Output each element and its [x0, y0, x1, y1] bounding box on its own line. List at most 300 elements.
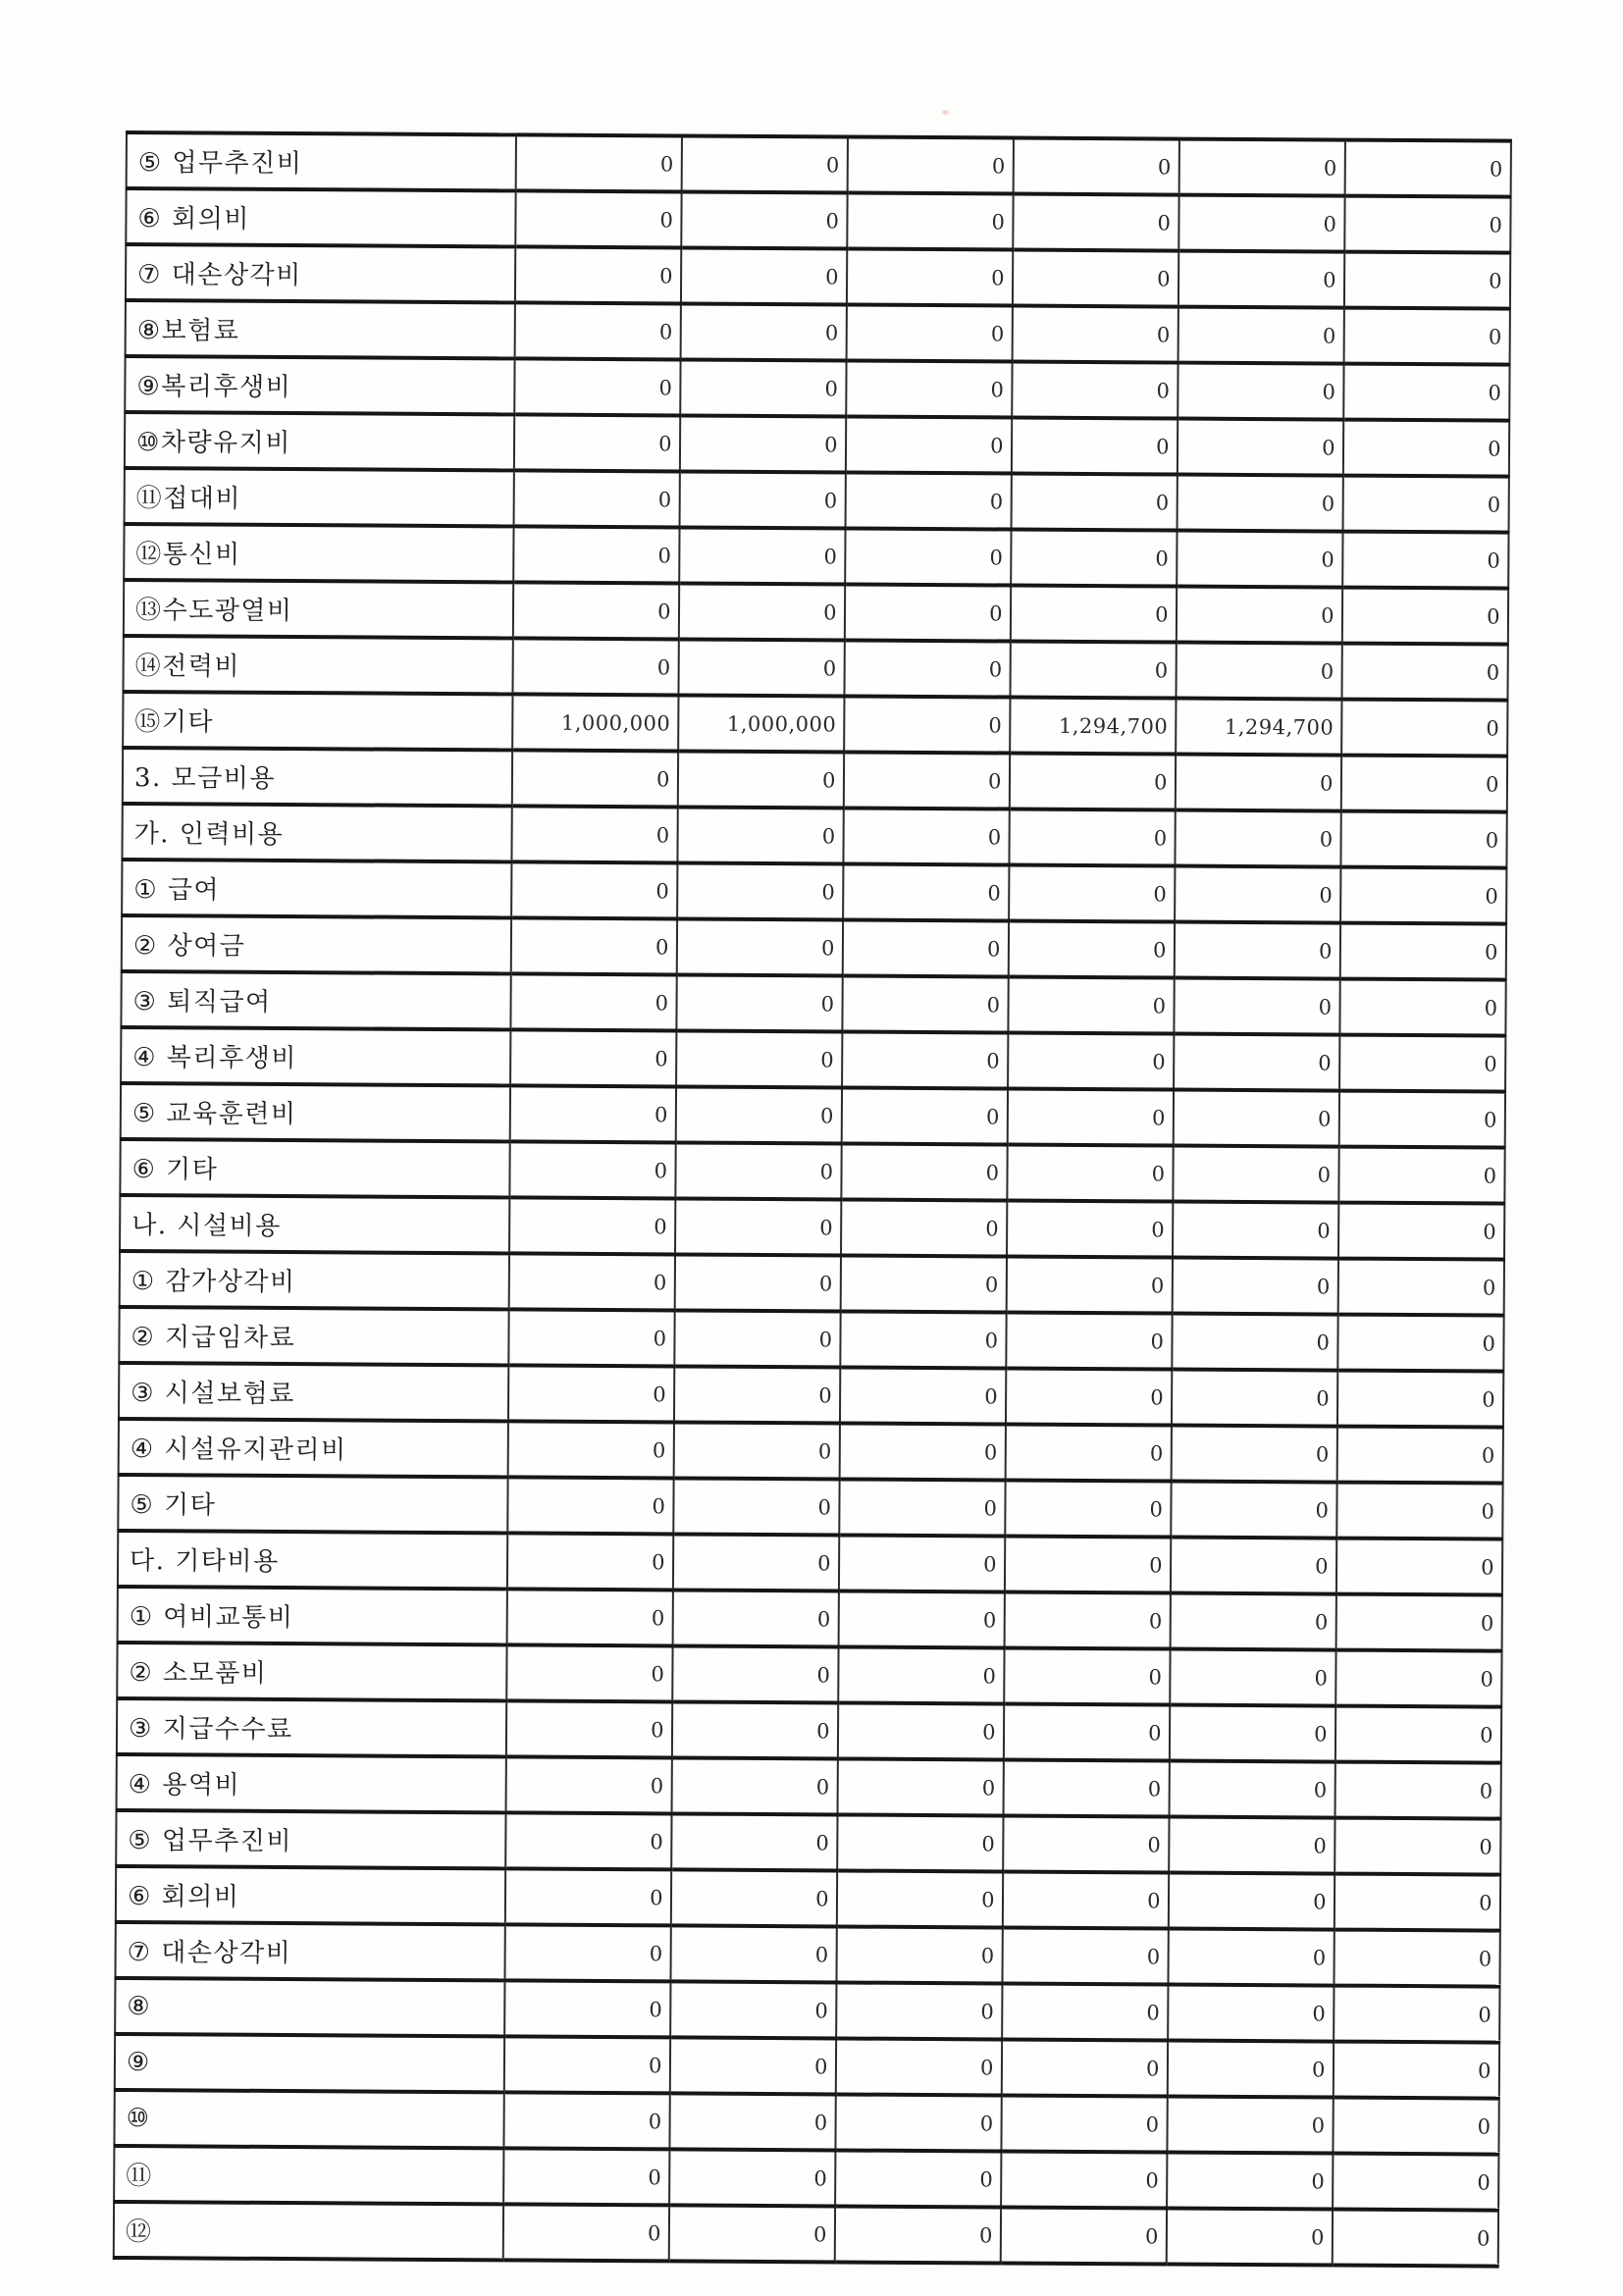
amount-cell: 0 [846, 416, 1012, 473]
amount-cell: 0 [508, 1309, 674, 1366]
amount-cell: 0 [1334, 1930, 1499, 1987]
amount-cell: 0 [838, 1702, 1004, 1759]
amount-cell: 0 [669, 2093, 835, 2150]
amount-cell: 0 [841, 1143, 1007, 1200]
table-row [127, 132, 1511, 197]
amount-cell: 0 [679, 583, 845, 640]
amount-cell: 0 [675, 1254, 841, 1311]
amount-cell: 0 [835, 2094, 1001, 2151]
row-label: ② 지급임차료 [119, 1307, 508, 1365]
row-label: ⑭전력비 [124, 636, 513, 694]
amount-cell: 0 [672, 1757, 838, 1814]
amount-cell: 1,294,700 [1176, 699, 1341, 756]
amount-cell: 0 [514, 414, 680, 471]
table-row [125, 468, 1509, 533]
amount-cell: 0 [515, 246, 681, 303]
row-label: ⑥ 회의비 [116, 1866, 505, 1924]
amount-cell: 0 [837, 1870, 1003, 1927]
amount-cell: 0 [503, 2204, 669, 2261]
amount-cell: 0 [1340, 811, 1506, 868]
amount-cell: 0 [1178, 419, 1343, 476]
amount-cell: 0 [1176, 755, 1341, 811]
table-row [122, 860, 1506, 924]
row-label: ② 상여금 [122, 915, 511, 973]
amount-cell: 0 [1344, 308, 1510, 365]
amount-cell: 0 [680, 415, 846, 472]
amount-cell: 0 [1174, 978, 1339, 1035]
amount-cell: 0 [504, 1980, 670, 2037]
amount-cell: 0 [1013, 194, 1178, 251]
amount-cell: 0 [506, 1756, 672, 1813]
amount-cell: 0 [1172, 1370, 1337, 1427]
table-row [116, 1810, 1500, 1875]
amount-cell: 0 [1169, 1817, 1335, 1874]
amount-cell: 0 [1173, 1146, 1338, 1203]
amount-cell: 0 [842, 1087, 1008, 1144]
row-label: ④ 복리후생비 [121, 1027, 510, 1085]
amount-cell: 0 [509, 1141, 675, 1198]
table-row [118, 1531, 1502, 1595]
amount-cell: 0 [1001, 2207, 1167, 2264]
row-label: 가. 인력비용 [122, 804, 511, 861]
amount-cell: 0 [511, 861, 677, 918]
amount-cell: 0 [847, 248, 1013, 305]
amount-cell: 0 [1333, 2210, 1498, 2267]
amount-cell: 0 [1006, 1425, 1172, 1482]
amount-cell: 0 [1009, 921, 1175, 978]
amount-cell: 0 [669, 2149, 835, 2206]
amount-cell: 0 [839, 1535, 1005, 1592]
row-label: ① 급여 [122, 860, 511, 917]
amount-cell: 0 [837, 1814, 1003, 1871]
table-row [124, 580, 1508, 645]
amount-cell: 0 [1002, 2039, 1168, 2096]
amount-cell: 0 [1004, 1703, 1170, 1760]
amount-cell: 0 [1171, 1593, 1336, 1650]
amount-cell: 0 [1171, 1482, 1336, 1539]
amount-cell: 0 [836, 1926, 1002, 1983]
table-row [115, 2034, 1499, 2099]
amount-cell: 0 [1341, 700, 1507, 757]
amount-cell: 0 [1335, 1706, 1501, 1763]
amount-cell: 0 [1005, 1592, 1171, 1649]
amount-cell: 0 [1175, 866, 1340, 923]
amount-cell: 0 [1012, 418, 1178, 475]
row-label: ④ 시설유지관리비 [119, 1419, 508, 1477]
row-label: ③ 지급수수료 [117, 1698, 506, 1756]
amount-cell: 0 [1344, 196, 1510, 253]
amount-cell: 0 [515, 302, 681, 359]
amount-cell: 0 [504, 1924, 670, 1981]
amount-cell: 0 [677, 862, 843, 919]
amount-cell: 0 [1336, 1483, 1502, 1539]
amount-cell: 0 [510, 1085, 676, 1142]
amount-cell: 0 [1339, 979, 1505, 1036]
amount-cell: 0 [1335, 1818, 1500, 1875]
amount-cell: 0 [680, 359, 846, 416]
amount-cell: 0 [1343, 364, 1509, 421]
amount-cell: 0 [1170, 1705, 1335, 1762]
amount-cell: 0 [678, 639, 844, 696]
row-label: ④ 용역비 [117, 1754, 506, 1812]
amount-cell: 0 [506, 1700, 672, 1757]
amount-cell: 0 [1178, 195, 1344, 252]
table-row [117, 1643, 1501, 1707]
table-row [116, 1866, 1500, 1931]
amount-cell: 0 [1335, 1762, 1501, 1819]
amount-cell: 0 [1342, 532, 1508, 589]
row-label: ⑪ [114, 2146, 503, 2204]
table-row [125, 356, 1509, 421]
amount-cell: 0 [843, 808, 1009, 864]
amount-cell: 0 [1008, 1089, 1174, 1146]
amount-cell: 0 [1004, 1647, 1170, 1704]
amount-cell: 0 [1003, 1871, 1169, 1928]
table-row [123, 748, 1507, 812]
amount-cell: 0 [1010, 754, 1176, 810]
scan-speck [942, 110, 949, 115]
amount-cell: 0 [679, 527, 845, 584]
amount-cell: 0 [1177, 587, 1342, 644]
amount-cell: 0 [676, 1086, 842, 1143]
row-label: ⑨복리후생비 [125, 356, 514, 414]
amount-cell: 0 [1337, 1427, 1503, 1484]
table-row [120, 1251, 1504, 1316]
amount-cell: 0 [1169, 1873, 1335, 1930]
amount-cell: 0 [513, 582, 679, 639]
amount-cell: 0 [836, 2038, 1002, 2095]
row-label: ⑧ [115, 1978, 504, 2036]
row-label: ⑧보험료 [126, 300, 515, 358]
row-label: ③ 시설보험료 [119, 1363, 508, 1421]
amount-cell: 0 [1009, 809, 1175, 866]
table-row [126, 244, 1510, 309]
row-label: 다. 기타비용 [118, 1531, 507, 1589]
amount-cell: 0 [836, 1982, 1002, 2039]
amount-cell: 0 [1007, 1257, 1173, 1314]
amount-cell: 0 [1336, 1539, 1502, 1595]
table-row [121, 1027, 1505, 1092]
row-label: ⑥ 기타 [120, 1139, 509, 1197]
amount-cell: 0 [1011, 530, 1177, 587]
amount-cell: 0 [1172, 1314, 1337, 1371]
amount-cell: 0 [1337, 1315, 1503, 1372]
amount-cell: 0 [508, 1365, 674, 1422]
table-row [124, 636, 1508, 701]
amount-cell: 0 [1007, 1145, 1173, 1202]
amount-cell: 0 [1005, 1481, 1171, 1538]
amount-cell: 0 [677, 807, 843, 863]
amount-cell: 0 [507, 1477, 673, 1534]
amount-cell: 0 [1008, 1033, 1174, 1090]
expense-table-body [114, 132, 1511, 2267]
row-label: ⑫통신비 [124, 524, 513, 582]
amount-cell: 0 [1174, 1090, 1339, 1147]
row-label: ⑨ [115, 2034, 504, 2092]
amount-cell: 0 [844, 752, 1010, 809]
amount-cell: 0 [510, 1029, 676, 1086]
amount-cell: 0 [1333, 2098, 1498, 2155]
amount-cell: 0 [843, 863, 1009, 920]
amount-cell: 0 [835, 2150, 1001, 2207]
amount-cell: 0 [670, 2037, 836, 2094]
row-label: 3. 모금비용 [123, 748, 512, 806]
amount-cell: 0 [1333, 2154, 1498, 2211]
amount-cell: 0 [1175, 810, 1340, 867]
table-row [123, 692, 1507, 757]
row-label: ⑤ 교육훈련비 [121, 1083, 510, 1141]
row-label: ⑬수도광열비 [124, 580, 513, 638]
expense-table [113, 130, 1512, 2269]
amount-cell: 0 [846, 472, 1012, 529]
table-row [126, 188, 1510, 253]
amount-cell: 0 [516, 134, 682, 191]
amount-cell: 0 [1014, 138, 1179, 195]
table-row [118, 1587, 1502, 1651]
amount-cell: 0 [1341, 756, 1507, 812]
amount-cell: 0 [1335, 1650, 1501, 1707]
amount-cell: 0 [1167, 2153, 1333, 2210]
amount-cell: 0 [1335, 1874, 1500, 1931]
table-row [121, 971, 1505, 1036]
amount-cell: 0 [1343, 476, 1509, 533]
amount-cell: 0 [505, 1868, 671, 1925]
amount-cell: 0 [1339, 1091, 1505, 1148]
amount-cell: 0 [506, 1644, 672, 1701]
amount-cell: 0 [677, 918, 843, 975]
amount-cell: 0 [1340, 867, 1506, 924]
amount-cell: 0 [1013, 250, 1178, 307]
amount-cell: 1,294,700 [1010, 698, 1176, 755]
amount-cell: 0 [839, 1479, 1005, 1536]
amount-cell: 0 [671, 1813, 837, 1870]
amount-cell: 0 [669, 2205, 835, 2262]
amount-cell: 0 [1003, 1815, 1169, 1872]
table-row [114, 2090, 1498, 2155]
table-row [119, 1363, 1503, 1428]
row-label: ① 감가상각비 [120, 1251, 509, 1309]
table-row [114, 2146, 1498, 2211]
row-label: ⑩ [114, 2090, 503, 2148]
table-row [119, 1307, 1503, 1372]
table-row [114, 2202, 1498, 2267]
amount-cell: 0 [513, 526, 679, 583]
amount-cell: 0 [1342, 588, 1508, 645]
amount-cell: 0 [1001, 2095, 1167, 2152]
amount-cell: 0 [511, 917, 677, 974]
table-row [117, 1754, 1501, 1819]
table-row [119, 1419, 1503, 1484]
amount-cell: 0 [1005, 1537, 1171, 1593]
amount-cell: 0 [1178, 363, 1343, 420]
amount-cell: 0 [674, 1422, 840, 1479]
amount-cell: 0 [1339, 1035, 1505, 1092]
table-row [124, 524, 1508, 589]
amount-cell: 0 [670, 1981, 836, 2038]
amount-cell: 0 [844, 640, 1010, 697]
amount-cell: 0 [678, 751, 844, 808]
amount-cell: 0 [846, 360, 1012, 417]
amount-cell: 0 [676, 974, 842, 1031]
amount-cell: 1,000,000 [678, 695, 844, 752]
amount-cell: 0 [838, 1646, 1004, 1703]
amount-cell: 0 [1011, 586, 1177, 643]
amount-cell: 0 [840, 1367, 1006, 1424]
amount-cell: 0 [842, 975, 1008, 1032]
amount-cell: 0 [840, 1311, 1006, 1368]
row-label: ③ 퇴직급여 [121, 971, 510, 1029]
amount-cell: 0 [681, 303, 847, 360]
amount-cell: 0 [1338, 1147, 1504, 1204]
amount-cell: 0 [504, 2036, 670, 2093]
row-label: ⑦ 대손상각비 [115, 1922, 504, 1980]
table-row [120, 1195, 1504, 1260]
row-label: ② 소모품비 [117, 1643, 506, 1700]
row-label: ⑪접대비 [125, 468, 514, 526]
row-label: ⑦ 대손상각비 [126, 244, 515, 302]
amount-cell: 0 [1344, 252, 1510, 309]
amount-cell: 0 [1176, 643, 1341, 700]
amount-cell: 0 [845, 528, 1011, 585]
row-label: ⑤ 업무추진비 [116, 1810, 505, 1868]
table-row [115, 1978, 1499, 2043]
amount-cell: 0 [848, 136, 1014, 193]
amount-cell: 0 [1178, 307, 1344, 364]
amount-cell: 0 [1006, 1313, 1172, 1370]
table-row [121, 1083, 1505, 1148]
expense-table-grid [113, 130, 1512, 2269]
amount-cell: 0 [1334, 2042, 1499, 2099]
amount-cell: 0 [839, 1591, 1005, 1647]
amount-cell: 0 [1345, 140, 1511, 197]
amount-cell: 0 [514, 358, 680, 415]
amount-cell: 0 [1334, 1986, 1499, 2043]
amount-cell: 0 [1009, 865, 1175, 922]
amount-cell: 0 [1170, 1649, 1335, 1706]
amount-cell: 0 [1173, 1258, 1338, 1315]
table-row [117, 1698, 1501, 1763]
amount-cell: 0 [1337, 1371, 1503, 1428]
amount-cell: 0 [841, 1255, 1007, 1312]
amount-cell: 0 [1179, 139, 1345, 196]
amount-cell: 0 [1013, 306, 1178, 363]
table-row [118, 1475, 1502, 1539]
amount-cell: 0 [1171, 1538, 1336, 1594]
amount-cell: 0 [682, 135, 848, 192]
table-row [122, 804, 1506, 868]
amount-cell: 0 [512, 638, 678, 695]
amount-cell: 0 [845, 584, 1011, 641]
amount-cell: 0 [676, 1030, 842, 1087]
amount-cell: 0 [1175, 922, 1340, 979]
amount-cell: 0 [1010, 642, 1176, 699]
amount-cell: 0 [844, 696, 1010, 753]
amount-cell: 0 [503, 2092, 669, 2149]
amount-cell: 0 [838, 1758, 1004, 1815]
amount-cell: 0 [674, 1310, 840, 1367]
table-row [120, 1139, 1504, 1204]
row-label: 나. 시설비용 [120, 1195, 509, 1253]
amount-cell: 0 [674, 1366, 840, 1423]
amount-cell: 0 [510, 973, 676, 1030]
amount-cell: 1,000,000 [512, 694, 678, 751]
row-label: ① 여비교통비 [118, 1587, 507, 1644]
amount-cell: 0 [1173, 1202, 1338, 1259]
amount-cell: 0 [505, 1812, 671, 1869]
amount-cell: 0 [673, 1590, 839, 1646]
amount-cell: 0 [847, 192, 1013, 249]
amount-cell: 0 [672, 1701, 838, 1758]
amount-cell: 0 [509, 1253, 675, 1310]
amount-cell: 0 [1178, 251, 1344, 308]
amount-cell: 0 [1341, 644, 1507, 701]
amount-cell: 0 [1168, 2041, 1334, 2098]
amount-cell: 0 [514, 470, 680, 527]
amount-cell: 0 [1168, 1929, 1334, 1986]
amount-cell: 0 [507, 1589, 673, 1645]
amount-cell: 0 [672, 1645, 838, 1702]
amount-cell: 0 [503, 2148, 669, 2205]
table-row [126, 300, 1510, 365]
amount-cell: 0 [841, 1199, 1007, 1256]
amount-cell: 0 [509, 1197, 675, 1254]
amount-cell: 0 [1343, 420, 1509, 477]
amount-cell: 0 [1177, 531, 1342, 588]
amount-cell: 0 [681, 247, 847, 304]
amount-cell: 0 [1168, 1985, 1334, 2042]
amount-cell: 0 [671, 1869, 837, 1926]
amount-cell: 0 [1002, 1983, 1168, 2040]
amount-cell: 0 [680, 471, 846, 528]
amount-cell: 0 [1167, 2209, 1333, 2266]
amount-cell: 0 [1002, 1927, 1168, 1984]
amount-cell: 0 [1172, 1426, 1337, 1483]
amount-cell: 0 [843, 919, 1009, 976]
amount-cell: 0 [1178, 475, 1343, 532]
amount-cell: 0 [842, 1031, 1008, 1088]
amount-cell: 0 [1007, 1201, 1173, 1258]
amount-cell: 0 [1336, 1594, 1502, 1651]
amount-cell: 0 [835, 2206, 1001, 2263]
amount-cell: 0 [507, 1533, 673, 1590]
amount-cell: 0 [675, 1142, 841, 1199]
row-label: ⑥ 회의비 [126, 188, 515, 246]
amount-cell: 0 [508, 1421, 674, 1478]
amount-cell: 0 [675, 1198, 841, 1255]
amount-cell: 0 [1004, 1759, 1170, 1816]
amount-cell: 0 [847, 304, 1013, 361]
amount-cell: 0 [1001, 2151, 1167, 2208]
amount-cell: 0 [670, 1925, 836, 1982]
table-row [115, 1922, 1499, 1987]
amount-cell: 0 [1174, 1034, 1339, 1091]
row-label: ⑫ [114, 2202, 503, 2260]
amount-cell: 0 [681, 191, 847, 248]
amount-cell: 0 [512, 750, 678, 807]
amount-cell: 0 [1008, 977, 1174, 1034]
table-row [122, 915, 1506, 980]
row-label: ⑩차량유지비 [125, 412, 514, 470]
amount-cell: 0 [1012, 362, 1178, 419]
row-label: ⑤ 기타 [118, 1475, 507, 1533]
amount-cell: 0 [1170, 1761, 1335, 1818]
amount-cell: 0 [673, 1478, 839, 1535]
amount-cell: 0 [1006, 1369, 1172, 1426]
row-label: ⑮기타 [123, 692, 512, 750]
amount-cell: 0 [1167, 2097, 1333, 2154]
amount-cell: 0 [1338, 1203, 1504, 1260]
amount-cell: 0 [515, 190, 681, 247]
